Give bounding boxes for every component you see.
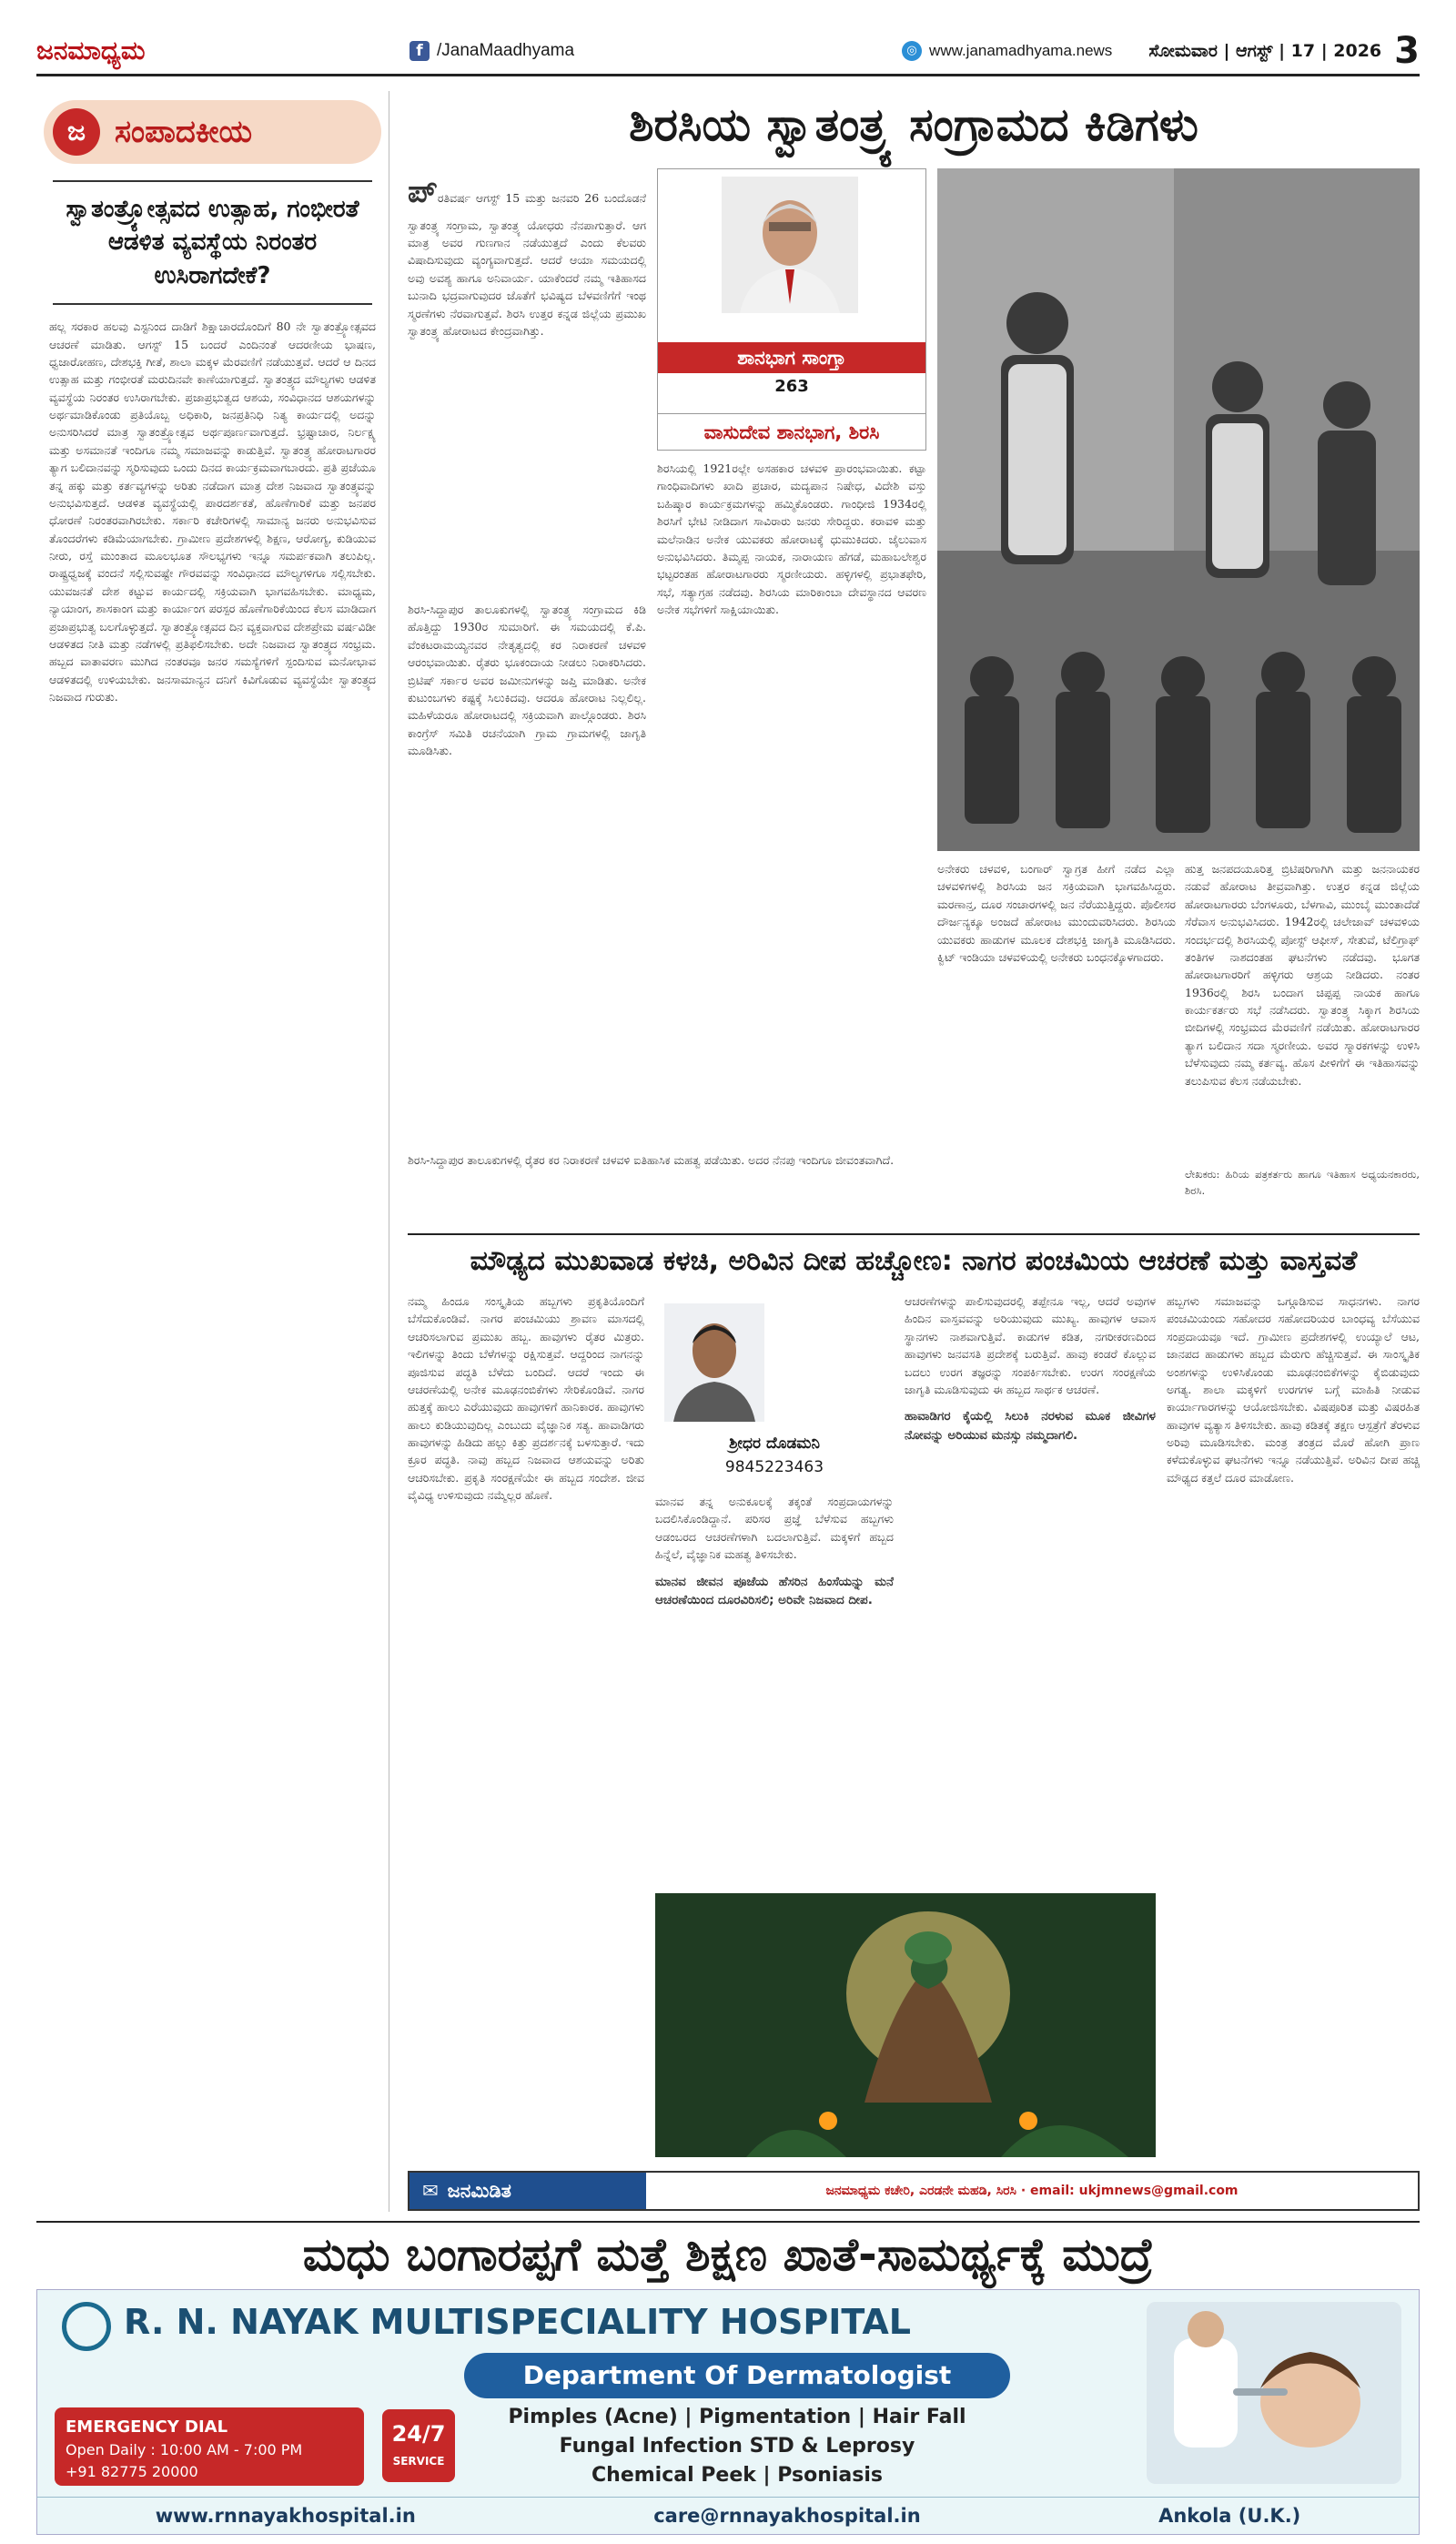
article2-author-box [655,1292,894,1484]
reader-contact-strip [408,2171,1420,2211]
masthead [36,27,1420,76]
article1-column-2 [657,460,926,1138]
logo-area [36,35,309,66]
emergency-phone[interactable]: +91 82775 20000 [66,2463,198,2480]
article2-author-phone[interactable]: 9845223463 [724,1458,824,1476]
article1-text-extra: ಶಿರಸಿ-ಸಿದ್ದಾಪುರ ತಾಲೂಕುಗಳಲ್ಲಿ ರೈತರ ಕರ ನಿರಾಕರಣೆ ಚಳವಳಿ ಐತಿಹಾಸಿಕ ಮಹತ್ವ ಪಡೆಯಿತು. ಅದರ ನೆನಪು ಇಂದಿಗೂ ಜೀವಂತವಾಗಿದೆ. [408,1153,895,1167]
hospital-website[interactable]: www.rnnayakhospital.in [155,2504,416,2527]
article2-pull-quote-2: ಹಾವಾಡಿಗರ ಕೈಯಲ್ಲಿ ಸಿಲುಕಿ ನರಳುವ ಮೂಕ ಜೀವಿಗಳ ನೋವನ್ನು ಅರಿಯುವ ಮನಸ್ಸು ನಮ್ಮದಾಗಲಿ. [905,1409,1156,1443]
strip-contact[interactable]: ಜನಮಾಧ್ಯಮ ಕಚೇರಿ, ಎರಡನೇ ಮಹಡಿ, ಸಿರಸಿ · email: ukjmnews@gmail.com [825,2184,1239,2198]
article1-column-1 [408,168,646,596]
article1-text-2: ಶಿರಸಿಯಲ್ಲಿ 1921ರಲ್ಲೇ ಅಸಹಕಾರ ಚಳವಳಿ ಪ್ರಾರಂಭವಾಯಿತು. ಕಟ್ಟಾ ಗಾಂಧಿವಾದಿಗಳು ಖಾದಿ ಪ್ರಚಾರ, ಮದ್ಯಪಾನ ನಿಷೇಧ, ವಿದೇಶಿ ವಸ್ತು ಬಹಿಷ್ಕಾರ ಕಾರ್ಯಕ್ರಮಗಳನ್ನು ಹಮ್ಮಿಕೊಂಡರು. ಗಾಂಧೀಜಿ 1934ರಲ್ಲಿ ಶಿರಸಿಗೆ ಭೇಟಿ ನೀಡಿದಾಗ ಸಾವಿರಾರು ಜನರು ಸೇರಿದ್ದರು. ಕರಾವಳಿ ಮತ್ತು ಮಲೆನಾಡಿನ ಅನೇಕ ಯುವಕರು ಹೋರಾಟಕ್ಕೆ ಧುಮುಕಿದರು. ಜೈಲುವಾಸ ಅನುಭವಿಸಿದರು. ತಿಮ್ಮಪ್ಪ ನಾಯಕ, ನಾರಾಯಣ ಹೆಗಡೆ, ಮಹಾಬಲೇಶ್ವರ ಭಟ್ಟರಂತಹ ಹೋರಾಟಗಾರರು ಸ್ಮರಣೀಯರು. ಹಳ್ಳಿಗಳಲ್ಲಿ ಪ್ರಭಾತಫೇರಿ, ಸಭೆ, ಸತ್ಯಾಗ್ರಹ ನಡೆದವು. ಶಿರಸಿಯ ಮಾರಿಕಾಂಬಾ ದೇವಸ್ಥಾನದ ಆವರಣ ಅನೇಕ ಸಭೆಗಳಿಗೆ ಸಾಕ್ಷಿಯಾಯಿತು. [657,461,926,616]
page-number: 3 [1394,29,1420,72]
author-photo [664,1303,764,1422]
services-line-1: Pimples (Acne) | Pigmentation | Hair Fall [508,2406,966,2428]
hospital-logo-icon [62,2302,111,2351]
article1-column-4 [1185,860,1420,1161]
mail-icon: ✉ [422,2180,439,2202]
article2-text-3: ಆಚರಣೆಗಳನ್ನು ಪಾಲಿಸುವುದರಲ್ಲಿ ತಪ್ಪೇನೂ ಇಲ್ಲ, ಆದರೆ ಅವುಗಳ ಹಿಂದಿನ ವಾಸ್ತವವನ್ನು ಅರಿಯುವುದು ಮುಖ್ಯ. ಹಾವುಗಳ ಆವಾಸ ಸ್ಥಾನಗಳು ನಾಶವಾಗುತ್ತಿವೆ. ಕಾಡುಗಳ ಕಡಿತ, ನಗರೀಕರಣದಿಂದ ಹಾವುಗಳು ಜನವಸತಿ ಪ್ರದೇಶಕ್ಕೆ ಬರುತ್ತಿವೆ. ಹಾವು ಕಂಡರೆ ಕೊಲ್ಲುವ ಬದಲು ಉರಗ ತಜ್ಞರನ್ನು ಸಂಪರ್ಕಿಸಬೇಕು. ಉರಗ ಸಂರಕ್ಷಣೆಯ ಜಾಗೃತಿ ಮೂಡಿಸುವುದು ಈ ಹಬ್ಬದ ಸಾರ್ಥಕ ಆಚರಣೆ. [905,1294,1156,1396]
strip-label-box [410,2173,646,2209]
strip-label: ಜನಮಿಡಿತ [447,2179,511,2202]
article1-column-1b [408,601,646,1147]
ad-footer [36,2497,1420,2533]
article2-text-1: ನಮ್ಮ ಹಿಂದೂ ಸಂಸ್ಕೃತಿಯ ಹಬ್ಬಗಳು ಪ್ರಕೃತಿಯೊಂದಿಗೆ ಬೆಸೆದುಕೊಂಡಿವೆ. ನಾಗರ ಪಂಚಮಿಯು ಶ್ರಾವಣ ಮಾಸದಲ್ಲಿ ಆಚರಿಸಲಾಗುವ ಪ್ರಮುಖ ಹಬ್ಬ. ಹಾವುಗಳು ರೈತರ ಮಿತ್ರರು. ಇಲಿಗಳನ್ನು ತಿಂದು ಬೆಳೆಗಳನ್ನು ರಕ್ಷಿಸುತ್ತವೆ. ಆದ್ದರಿಂದ ನಾಗನನ್ನು ಪೂಜಿಸುವ ಪದ್ಧತಿ ಬೆಳೆದು ಬಂದಿದೆ. ಆದರೆ ಇಂದು ಈ ಆಚರಣೆಯಲ್ಲಿ ಅನೇಕ ಮೂಢನಂಬಿಕೆಗಳು ಸೇರಿಕೊಂಡಿವೆ. ನಾಗರ ಹುತ್ತಕ್ಕೆ ಹಾಲು ಎರೆಯುವುದು ಹಾವುಗಳಿಗೆ ಹಾನಿಕಾರಕ. ಹಾವುಗಳು ಹಾಲು ಕುಡಿಯುವುದಿಲ್ಲ ಎಂಬುದು ವೈಜ್ಞಾನಿಕ ಸತ್ಯ. ಹಾವಾಡಿಗರು ಹಾವುಗಳನ್ನು ಹಿಡಿದು ಹಲ್ಲು ಕಿತ್ತು ಪ್ರದರ್ಶನಕ್ಕೆ ಬಳಸುತ್ತಾರೆ. ಇದು ಕ್ರೂರ ಪದ್ಧತಿ. ನಾವು ಹಬ್ಬದ ನಿಜವಾದ ಆಶಯವನ್ನು ಅರಿತು ಆಚರಿಸಬೇಕು. ಪ್ರಕೃತಿ ಸಂರಕ್ಷಣೆಯೇ ಈ ಹಬ್ಬದ ಸಂದೇಶ. ಜೀವ ವೈವಿಧ್ಯ ಉಳಿಸುವುದು ನಮ್ಮೆಲ್ಲರ ಹೊಣೆ. [408,1294,644,1503]
editorial-body [49,318,376,2193]
issue-date: ಸೋಮವಾರ | ಆಗಸ್ಟ್ | 17 | 2026 [1148,40,1382,61]
historical-group-photo [937,168,1420,851]
editorial-section-title: ಸಂಪಾದಕೀಯ [115,114,252,150]
article2-headline[interactable]: ಮೌಢ್ಯದ ಮುಖವಾಡ ಕಳಚಿ, ಅರಿವಿನ ದೀಪ ಹಚ್ಚೋಣ: ನಾಗರ ಪಂಚಮಿಯ ಆಚರಣೆ ಮತ್ತು ವಾಸ್ತವತೆ [408,1233,1420,1286]
facebook-link[interactable] [410,41,574,61]
website-url[interactable]: www.janamadhyama.news [929,41,1113,59]
opening-hours: Open Daily : 10:00 AM - 7:00 PM [66,2441,303,2458]
article1-text-3: ಅನೇಕರು ಚಳವಳಿ, ಬಂಗಾರ್ ಸ್ವಾಗ್ರತ ಹೀಗೆ ನಡೆದ ಎಲ್ಲಾ ಚಳವಳಿಗಳಲ್ಲಿ ಶಿರಸಿಯ ಜನ ಸಕ್ರಿಯವಾಗಿ ಭಾಗವಹಿಸಿದ್ದರು. ಮರಣಾನ್ತ, ದೂರ ಸಂಚಾರಗಳಲ್ಲಿ ಜನ ನೆರೆಯುತ್ತಿದ್ದರು. ಪೊಲೀಸರ ದೌರ್ಜನ್ಯಕ್ಕೂ ಅಂಜದೆ ಹೋರಾಟ ಮುಂದುವರಿಸಿದರು. ಶಿರಸಿಯ ಯುವಕರು ಹಾಡುಗಳ ಮೂಲಕ ದೇಶಭಕ್ತಿ ಜಾಗೃತಿ ಮೂಡಿಸಿದರು. ಕ್ವಿಟ್ ಇಂಡಿಯಾ ಚಳವಳಿಯಲ್ಲಿ ಅನೇಕರು ಬಂಧನಕ್ಕೊಳಗಾದರು. [937,862,1176,964]
newspaper-logo[interactable]: ಜನಮಾಧ್ಯಮ [36,35,146,66]
article1-author-box [657,168,926,451]
article2-author: ಶ್ರೀಧರ ದೊಡಮನಿ [729,1434,820,1453]
services-line-2: Fungal Infection STD & Leprosy [559,2435,915,2458]
emergency-box [55,2407,364,2486]
editorial-headline[interactable]: ಸ್ವಾತಂತ್ರ್ಯೋತ್ಸವದ ಉತ್ಸಾಹ, ಗಂಭೀರತೆ ಆಡಳಿತ ವ್ಯವಸ್ಥೆಯ ನಿರಂತರ ಉಸಿರಾಗದೇಕೆ? [53,180,372,305]
column-series-number: 263 [774,377,809,396]
column-series-title: ಶಾನಭಾಗ ಸಾಂಗ್ತಾ [658,342,925,373]
article1-text-1b: ಶಿರಸಿ-ಸಿದ್ದಾಪುರ ತಾಲೂಕುಗಳಲ್ಲಿ ಸ್ವಾತಂತ್ರ್ಯ ಸಂಗ್ರಾಮದ ಕಿಡಿ ಹೊತ್ತಿದ್ದು 1930ರ ಸುಮಾರಿಗೆ. ಈ ಸಮಯದಲ್ಲಿ ಕೆ.ಪಿ. ವೆಂಕಟರಾಮಯ್ಯನವರ ನೇತೃತ್ವದಲ್ಲಿ ಕರ ನಿರಾಕರಣೆ ಚಳವಳಿ ಆರಂಭವಾಯಿತು. ರೈತರು ಭೂಕಂದಾಯ ನೀಡಲು ನಿರಾಕರಿಸಿದರು. ಬ್ರಿಟಿಷ್ ಸರ್ಕಾರ ಅವರ ಜಮೀನುಗಳನ್ನು ಜಪ್ತಿ ಮಾಡಿತು. ಅನೇಕ ಕುಟುಂಬಗಳು ಕಷ್ಟಕ್ಕೆ ಸಿಲುಕಿದವು. ಆದರೂ ಹೋರಾಟ ನಿಲ್ಲಲಿಲ್ಲ. ಮಹಿಳೆಯರೂ ಹೋರಾಟದಲ್ಲಿ ಸಕ್ರಿಯವಾಗಿ ಪಾಲ್ಗೊಂಡರು. ಶಿರಸಿ ಕಾಂಗ್ರೆಸ್ ಸಮಿತಿ ರಚನೆಯಾಗಿ ಗ್ರಾಮ ಗ್ರಾಮಗಳಲ್ಲಿ ಜಾಗೃತಿ ಮೂಡಿಸಿತು. [408,603,646,757]
article1-footnote [1185,1167,1420,1221]
cobra-shrine-illustration [655,1893,1156,2157]
globe-icon: ◎ [902,41,922,61]
article2-column-2 [655,1493,894,1902]
department-banner: Department Of Dermatologist [464,2353,1010,2398]
article1-author: ವಾಸುದೇವ ಶಾನಭಾಗ, ಶಿರಸಿ [658,413,925,450]
author-photo [722,177,858,313]
article1-text-1: ಪ್ರತಿವರ್ಷ ಆಗಸ್ಟ್ 15 ಮತ್ತು ಜನವರಿ 26 ಬಂದೊಡನೆ ಸ್ವಾತಂತ್ರ್ಯ ಸಂಗ್ರಾಮ, ಸ್ವಾತಂತ್ರ್ಯ ಯೋಧರು ನೆನಪಾಗುತ್ತಾರೆ. ಆಗ ಮಾತ್ರ ಅವರ ಗುಣಗಾನ ನಡೆಯುತ್ತದೆ ಎಂದು ಕೆಲವರು ವಿಷಾದಿಸುವುದು ವ್ಯಂಗ್ಯವಾಗುತ್ತದೆ. ಆದರೆ ಆಯಾ ಸಮಯದಲ್ಲಿ ಅವು ಅವಶ್ಯ ಹಾಗೂ ಅನಿವಾರ್ಯ. ಯಾಕೆಂದರೆ ನಮ್ಮ ಇತಿಹಾಸದ ಬುನಾದಿ ಭದ್ರವಾಗುವುದರ ಜೊತೆಗೆ ಭವಿಷ್ಯದ ಬೆಳವಣಿಗೆಗೆ ಇಂಥ ಸ್ಮರಣೆಗಳು ನೆರವಾಗುತ್ತವೆ. ಶಿರಸಿ ಉತ್ತರ ಕನ್ನಡ ಜಿಲ್ಲೆಯ ಪ್ರಮುಖ ಸ್ವಾತಂತ್ರ್ಯ ಹೋರಾಟದ ಕೇಂದ್ರವಾಗಿತ್ತು. [408,174,646,338]
article2-text-4: ಹಬ್ಬಗಳು ಸಮಾಜವನ್ನು ಒಗ್ಗೂಡಿಸುವ ಸಾಧನಗಳು. ನಾಗರ ಪಂಚಮಿಯಂದು ಸಹೋದರ ಸಹೋದರಿಯರ ಬಾಂಧವ್ಯ ಬೆಸೆಯುವ ಸಂಪ್ರದಾಯವೂ ಇದೆ. ಗ್ರಾಮೀಣ ಪ್ರದೇಶಗಳಲ್ಲಿ ಉಯ್ಯಾಲೆ ಆಟ, ಜಾನಪದ ಹಾಡುಗಳು ಹಬ್ಬದ ಮೆರುಗು ಹೆಚ್ಚಿಸುತ್ತವೆ. ಈ ಸಾಂಸ್ಕೃತಿಕ ಅಂಶಗಳನ್ನು ಉಳಿಸಿಕೊಂಡು ಮೂಢನಂಬಿಕೆಗಳನ್ನು ಕೈಬಿಡುವುದು ಅಗತ್ಯ. ಶಾಲಾ ಮಕ್ಕಳಿಗೆ ಉರಗಗಳ ಬಗ್ಗೆ ಮಾಹಿತಿ ನೀಡುವ ಕಾರ್ಯಾಗಾರಗಳನ್ನು ಆಯೋಜಿಸಬೇಕು. ವಿಷಪೂರಿತ ಮತ್ತು ವಿಷರಹಿತ ಹಾವುಗಳ ವ್ಯತ್ಯಾಸ ತಿಳಿಸಬೇಕು. ಹಾವು ಕಡಿತಕ್ಕೆ ತಕ್ಷಣ ಆಸ್ಪತ್ರೆಗೆ ತೆರಳುವ ಅರಿವು ಮೂಡಿಸಬೇಕು. ಮಂತ್ರ ತಂತ್ರದ ಮೊರೆ ಹೋಗಿ ಪ್ರಾಣ ಕಳೆದುಕೊಳ್ಳುವ ಘಟನೆಗಳು ಇನ್ನೂ ನಡೆಯುತ್ತಿವೆ. ಅರಿವಿನ ದೀಪ ಹಚ್ಚಿ ಮೌಢ್ಯದ ಕತ್ತಲೆ ದೂರ ಮಾಡೋಣ. [1167,1294,1420,1485]
editorial-header [44,100,381,164]
article1-headline[interactable]: ಶಿರಸಿಯ ಸ್ವಾತಂತ್ರ್ಯ ಸಂಗ್ರಾಮದ ಕಿಡಿಗಳು [629,98,1198,151]
editorial-badge: ಜ [53,108,100,156]
article3-headline[interactable]: ಮಧು ಬಂಗಾರಪ್ಪಗೆ ಮತ್ತೆ ಶಿಕ್ಷಣ ಖಾತೆ-ಸಾಮರ್ಥ್ಯಕ್ಕೆ ಮುದ್ರೆ [36,2221,1420,2285]
article1-footnote-text: ಲೇಖಕರು: ಹಿರಿಯ ಪತ್ರಕರ್ತರು ಹಾಗೂ ಇತಿಹಾಸ ಅಧ್ಯಯನಕಾರರು, ಶಿರಸಿ. [1185,1168,1420,1197]
hospital-email[interactable]: care@rnnayakhospital.in [653,2504,921,2527]
website-link[interactable] [902,41,1112,61]
dermatology-treatment-photo [1147,2302,1401,2484]
article1-text-4: ಹುತ್ತ ಜನಪದಯೂರಿತ್ತ ಬ್ರಿಟಿಷರಿಗಾಗಿಗಿ ಮತ್ತು ಜನನಾಯಕರ ನಡುವೆ ಹೋರಾಟ ತೀವ್ರವಾಗಿತ್ತು. ಉತ್ತರ ಕನ್ನಡ ಜಿಲ್ಲೆಯ ಹೋರಾಟಗಾರರು ಬೆಂಗಳೂರು, ಬೆಳಗಾವಿ, ಮುಂಬೈ ಮುಂತಾದೆಡೆ ಸೆರೆವಾಸ ಅನುಭವಿಸಿದರು. 1942ರಲ್ಲಿ ಚಲೇಜಾವ್ ಚಳವಳಿಯ ಸಂದರ್ಭದಲ್ಲಿ ಶಿರಸಿಯಲ್ಲಿ ಪೋಸ್ಟ್ ಆಫೀಸ್, ಸೇತುವೆ, ಟೆಲಿಗ್ರಾಫ್ ತಂತಿಗಳ ನಾಶದಂತಹ ಘಟನೆಗಳು ನಡೆದವು. ಭೂಗತ ಹೋರಾಟಗಾರರಿಗೆ ಹಳ್ಳಿಗರು ಆಶ್ರಯ ನೀಡಿದರು. ನಂತರ 1936ರಲ್ಲಿ ಶಿರಸಿ ಬಂದಾಗ ಚಿಪ್ಪಪ್ಪ ನಾಯಕ ಹಾಗೂ ಕಾರ್ಯಕರ್ತರು ಸಭೆ ನಡೆಸಿದರು. ಸ್ವಾತಂತ್ರ್ಯ ಸಿಕ್ಕಾಗ ಶಿರಸಿಯ ಬೀದಿಗಳಲ್ಲಿ ಸಂಭ್ರಮದ ಮೆರವಣಿಗೆ ನಡೆಯಿತು. ಹೋರಾಟಗಾರರ ತ್ಯಾಗ ಬಲಿದಾನ ಸದಾ ಸ್ಮರಣೀಯ. ಅವರ ಸ್ಮಾರಕಗಳನ್ನು ಉಳಿಸಿ ಬೆಳೆಸುವುದು ನಮ್ಮ ಕರ್ತವ್ಯ. ಹೊಸ ಪೀಳಿಗೆಗೆ ಈ ಇತಿಹಾಸವನ್ನು ತಲುಪಿಸುವ ಕೆಲಸ ನಡೆಯಬೇಕು. [1185,862,1420,1088]
badge-service: SERVICE [392,2455,445,2468]
article1-continued [408,1151,1176,1215]
editorial-column [36,91,389,2212]
editorial-text: ಹಲ್ಲ ಸರಕಾರ ಹಲವು ಎಸ್ಟನಿಂದ ದಾಡಿಗೆ ಶಿಕ್ಷಾಚಾರದೊಂದಿಗೆ 80 ನೇ ಸ್ವಾತಂತ್ರ್ಯೋತ್ಸವದ ಆಚರಣೆ ಮಾಡಿತು. ಆಗಸ್ಟ್ 15 ಬಂದರೆ ಎಂದಿನಂತೆ ಆದರಣೀಯ ಭಾಷಣ, ಧ್ವಜಾರೋಹಣ, ದೇಶಭಕ್ತಿ ಗೀತೆ, ಶಾಲಾ ಮಕ್ಕಳ ಮೆರವಣಿಗೆ ನಡೆಯುತ್ತವೆ. ಆದರೆ ಆ ದಿನದ ಉತ್ಸಾಹ ಮತ್ತು ಗಂಭೀರತೆ ಮರುದಿನವೇ ಕಾಣೆಯಾಗುತ್ತದೆ. ಸ್ವಾತಂತ್ರ್ಯದ ಮೌಲ್ಯಗಳು ಆಡಳಿತ ವ್ಯವಸ್ಥೆಯ ನಿರಂತರ ಉಸಿರಾಗಬೇಕು. ಪ್ರಜಾಪ್ರಭುತ್ವದ ಆಶಯ, ಸಂವಿಧಾನದ ಆಶಯಗಳನ್ನು ಅರ್ಥಮಾಡಿಕೊಂಡು ಪ್ರತಿಯೊಬ್ಬ ಅಧಿಕಾರಿ, ಜನಪ್ರತಿನಿಧಿ ನಿತ್ಯ ಕಾರ್ಯದಲ್ಲಿ ಅದನ್ನು ಅನುಸರಿಸಿದರೆ ಮಾತ್ರ ಸ್ವಾತಂತ್ರ್ಯೋತ್ಸವ ಅರ್ಥಪೂರ್ಣವಾಗುತ್ತದೆ. ಭ್ರಷ್ಟಾಚಾರ, ನಿರ್ಲಕ್ಷ್ಯ ಮತ್ತು ಅಸಮಾನತೆ ಇಂದಿಗೂ ನಮ್ಮ ಸಮಾಜವನ್ನು ಕಾಡುತ್ತಿವೆ. ಸ್ವಾತಂತ್ರ್ಯ ಹೋರಾಟಗಾರರ ತ್ಯಾಗ ಬಲಿದಾನವನ್ನು ಸ್ಮರಿಸುವುದು ಒಂದು ದಿನದ ಕಾರ್ಯಕ್ರಮವಾಗಬಾರದು. ಪ್ರತಿ ಪ್ರಜೆಯೂ ತನ್ನ ಹಕ್ಕು ಮತ್ತು ಕರ್ತವ್ಯಗಳನ್ನು ಅರಿತು ನಡೆದಾಗ ಮಾತ್ರ ದೇಶ ನಿಜವಾದ ಸ್ವಾತಂತ್ರ್ಯವನ್ನು ಅನುಭವಿಸುತ್ತದೆ. ಆಡಳಿತ ವ್ಯವಸ್ಥೆಯಲ್ಲಿ ಪಾರದರ್ಶಕತೆ, ಹೊಣೆಗಾರಿಕೆ ಮತ್ತು ಜನಪರ ಧೋರಣೆ ನಿರಂತರವಾಗಿರಬೇಕು. ಸರ್ಕಾರಿ ಕಚೇರಿಗಳಲ್ಲಿ ಸಾಮಾನ್ಯ ಜನರು ಅನುಭವಿಸುವ ತೊಂದರೆಗಳು ಕಡಿಮೆಯಾಗಬೇಕು. ಗ್ರಾಮೀಣ ಪ್ರದೇಶಗಳಲ್ಲಿ ಶಿಕ್ಷಣ, ಆರೋಗ್ಯ, ಕುಡಿಯುವ ನೀರು, ರಸ್ತೆ ಮುಂತಾದ ಮೂಲಭೂತ ಸೌಲಭ್ಯಗಳು ಇನ್ನೂ ಸಮರ್ಪಕವಾಗಿ ತಲುಪಿಲ್ಲ. ರಾಷ್ಟ್ರಧ್ವಜಕ್ಕೆ ವಂದನೆ ಸಲ್ಲಿಸುವಷ್ಟೇ ಗೌರವವನ್ನು ಸಂವಿಧಾನದ ಮೌಲ್ಯಗಳಿಗೂ ಸಲ್ಲಿಸಬೇಕು. ಯುವಜನತೆ ದೇಶ ಕಟ್ಟುವ ಕಾರ್ಯದಲ್ಲಿ ಸಕ್ರಿಯವಾಗಿ ಭಾಗವಹಿಸಬೇಕು. ಮಾಧ್ಯಮ, ನ್ಯಾಯಾಂಗ, ಶಾಸಕಾಂಗ ಮತ್ತು ಕಾರ್ಯಾಂಗ ಪರಸ್ಪರ ಹೊಣೆಗಾರಿಕೆಯಿಂದ ಕೆಲಸ ಮಾಡಿದಾಗ ಪ್ರಜಾಪ್ರಭುತ್ವ ಬಲಗೊಳ್ಳುತ್ತದೆ. ಸ್ವಾತಂತ್ರ್ಯೋತ್ಸವದ ದಿನ ವ್ಯಕ್ತವಾಗುವ ದೇಶಪ್ರೇಮ ವರ್ಷವಿಡೀ ಆಡಳಿತದ ನೀತಿ ಮತ್ತು ನಡೆಗಳಲ್ಲಿ ಪ್ರತಿಫಲಿಸಬೇಕು. ಅದೇ ನಿಜವಾದ ಸ್ವಾತಂತ್ರ್ಯದ ಸಂಭ್ರಮ. ಹಬ್ಬದ ವಾತಾವರಣ ಮುಗಿದ ನಂತರವೂ ಜನರ ಸಮಸ್ಯೆಗಳಿಗೆ ಸ್ಪಂದಿಸುವ ಮನೋಭಾವ ಆಡಳಿತದಲ್ಲಿ ಉಳಿಯಬೇಕು. ಜನಸಾಮಾನ್ಯನ ದನಿಗೆ ಕಿವಿಗೊಡುವ ವ್ಯವಸ್ಥೆಯೇ ಸ್ವಾತಂತ್ರ್ಯದ ನಿಜವಾದ ಗುರುತು. [49,319,376,704]
hospital-location: Ankola (U.K.) [1158,2504,1301,2527]
service-badge [382,2409,455,2482]
hospital-name: R. N. NAYAK MULTISPECIALITY HOSPITAL [124,2302,911,2342]
badge-247: 24/7 [391,2421,446,2447]
services-line-3: Chemical Peek | Psoniasis [592,2464,883,2487]
emergency-title: EMERGENCY DIAL [66,2417,228,2437]
article2-column-4 [1167,1292,1420,2157]
article2-column-3 [905,1292,1156,1866]
hospital-advertisement[interactable] [36,2289,1420,2535]
facebook-handle[interactable]: /JanaMaadhyama [437,40,575,60]
article2-pull-quote-1: ಮಾನವ ಜೀವನ ಪೂಜೆಯ ಹೆಸರಿನ ಹಿಂಸೆಯನ್ನು ಮನೆ ಆಚರಣೆಯಿಂದ ದೂರವಿರಿಸಲಿ; ಅರಿವೇ ನಿಜವಾದ ದೀಪ. [655,1574,894,1607]
article2-text-2: ಮಾನವ ತನ್ನ ಅನುಕೂಲಕ್ಕೆ ತಕ್ಕಂತೆ ಸಂಪ್ರದಾಯಗಳನ್ನು ಬದಲಿಸಿಕೊಂಡಿದ್ದಾನೆ. ಪರಿಸರ ಪ್ರಜ್ಞೆ ಬೆಳೆಸುವ ಹಬ್ಬಗಳು ಆಡಂಬರದ ಆಚರಣೆಗಳಾಗಿ ಬದಲಾಗುತ್ತಿವೆ. ಮಕ್ಕಳಿಗೆ ಹಬ್ಬದ ಹಿನ್ನೆಲೆ, ವೈಜ್ಞಾನಿಕ ಮಹತ್ವ ತಿಳಿಸಬೇಕು. [655,1495,894,1562]
article2-column-1 [408,1292,644,2157]
facebook-icon: f [410,41,430,61]
